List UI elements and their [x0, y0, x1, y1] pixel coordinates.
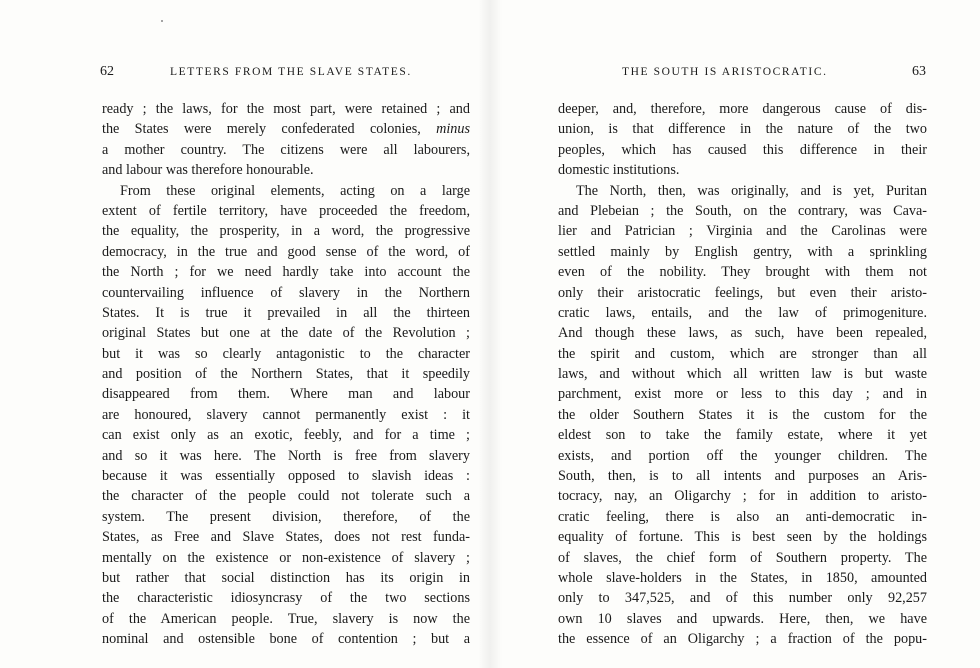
text-line: and Plebeian ; the South, on the contrary, was Cava-: [558, 202, 927, 219]
text-line: are honoured, slavery cannot permanently exist : it: [102, 406, 470, 423]
text-line: cratic feeling, there is also an anti-democratic in-: [558, 508, 927, 525]
text-line: States. It is true it prevailed in all the thirteen: [102, 304, 470, 321]
text-line: eldest son to take the family estate, where it yet: [558, 427, 927, 444]
text-line: union, is that difference in the nature of the two: [558, 121, 927, 138]
left-running-header: [100, 66, 470, 84]
text-line: only their aristocratic feelings, but even their aristo-: [558, 284, 927, 301]
text-line: States, as Free and Slave States, does not rest funda-: [102, 529, 470, 546]
text-line: and so it was here. The North is free from slavery: [102, 447, 470, 464]
text-line: system. The present division, therefore, of the: [102, 508, 470, 525]
text-line: parchment, exist more or less to this day ; and in: [558, 386, 927, 403]
italic-word: minus: [436, 121, 470, 138]
left-page-number: 62: [100, 64, 114, 79]
text-line: extent of fertile territory, have proceeded the freedom,: [102, 202, 470, 219]
text-line: ready ; the laws, for the most part, were retained ; and: [102, 101, 470, 117]
right-page: [490, 0, 980, 668]
right-running-header: [550, 66, 926, 84]
text-line: even of the nobility. They brought with them not: [558, 264, 927, 281]
text-line: and labour was therefore honourable.: [102, 162, 314, 179]
text-line: can exist only as an exotic, feebly, and for a time ;: [102, 427, 470, 444]
text-line: countervailing influence of slavery in the Northern: [102, 284, 470, 301]
text-line: and position of the Northern States, that it speedily: [102, 366, 470, 383]
text-line: democracy, in the true and good sense of the word, of: [102, 243, 470, 260]
text-line: the equality, the prosperity, in a word, the progressive: [102, 223, 470, 240]
text-line: original States but one at the date of the Revolution ;: [102, 325, 470, 342]
text-line: And though these laws, as such, have been repealed,: [558, 325, 927, 342]
paragraph-start-line: From these original elements, acting on a large: [120, 182, 470, 199]
text-line: mentally on the existence or non-existence of slavery ;: [102, 549, 470, 566]
text-line: own 10 slaves and upwards. Here, then, we have: [558, 610, 927, 627]
text-line: because it was essentially opposed to slavish ideas :: [102, 468, 470, 485]
text-line: cratic laws, entails, and the law of primogeniture.: [558, 304, 927, 321]
text-line: but rather that social distinction has its origin in: [102, 569, 470, 586]
text-line: the essence of an Oligarchy ; a fraction of the popu-: [558, 631, 927, 648]
text-line: the characteristic idiosyncrasy of the two sections: [102, 590, 470, 607]
text-line: laws, and without which all written law is but waste: [558, 366, 927, 383]
paragraph-start-line: The North, then, was originally, and is yet, Puritan: [576, 182, 927, 199]
text-line: whole slave-holders in the States, in 1850, amounted: [558, 569, 927, 586]
left-body-text: [102, 99, 470, 650]
right-body-text: [558, 99, 927, 650]
text-line: the older Southern States it is the custom for the: [558, 406, 927, 423]
text-line: deeper, and, therefore, more dangerous cause of dis-: [558, 101, 927, 117]
text-line: nominal and ostensible bone of contention ; but a: [102, 631, 470, 648]
text-line: of slaves, the chief form of Southern property. The: [558, 549, 927, 566]
text-line: exists, and portion off the younger children. The: [558, 447, 927, 464]
right-running-head: THE SOUTH IS ARISTOCRATIC.: [622, 66, 828, 78]
right-page-number: 63: [912, 64, 926, 79]
text-line: the North ; for we need hardly take into account the: [102, 264, 470, 281]
text-line: the States were merely confederated colonies, minus: [102, 121, 470, 138]
text-line: equality of fortune. This is best seen by the holdings: [558, 529, 927, 546]
text-line: lier and Patrician ; Virginia and the Carolinas were: [558, 223, 927, 240]
text-line: the spirit and custom, which are stronger than all: [558, 345, 927, 362]
text-line: the character of the people could not tolerate such a: [102, 488, 470, 505]
text-line: settled mainly by English gentry, with a sprinkling: [558, 243, 927, 260]
left-running-head: LETTERS FROM THE SLAVE STATES.: [170, 66, 412, 78]
text-line: of the American people. True, slavery is now the: [102, 610, 470, 627]
text-line: but it was so clearly antagonistic to the character: [102, 345, 470, 362]
text-line: peoples, which has caused this difference in their: [558, 141, 927, 158]
text-line: a mother country. The citizens were all labourers,: [102, 141, 470, 158]
text-line: disappeared from them. Where man and labour: [102, 386, 470, 403]
text-line: domestic institutions.: [558, 162, 680, 179]
text-line: South, then, is to all intents and purposes an Aris-: [558, 468, 927, 485]
text-line: only to 347,525, and of this number only 92,257: [558, 590, 927, 607]
text-line: tocracy, nay, an Oligarchy ; for in addition to aristo-: [558, 488, 927, 505]
